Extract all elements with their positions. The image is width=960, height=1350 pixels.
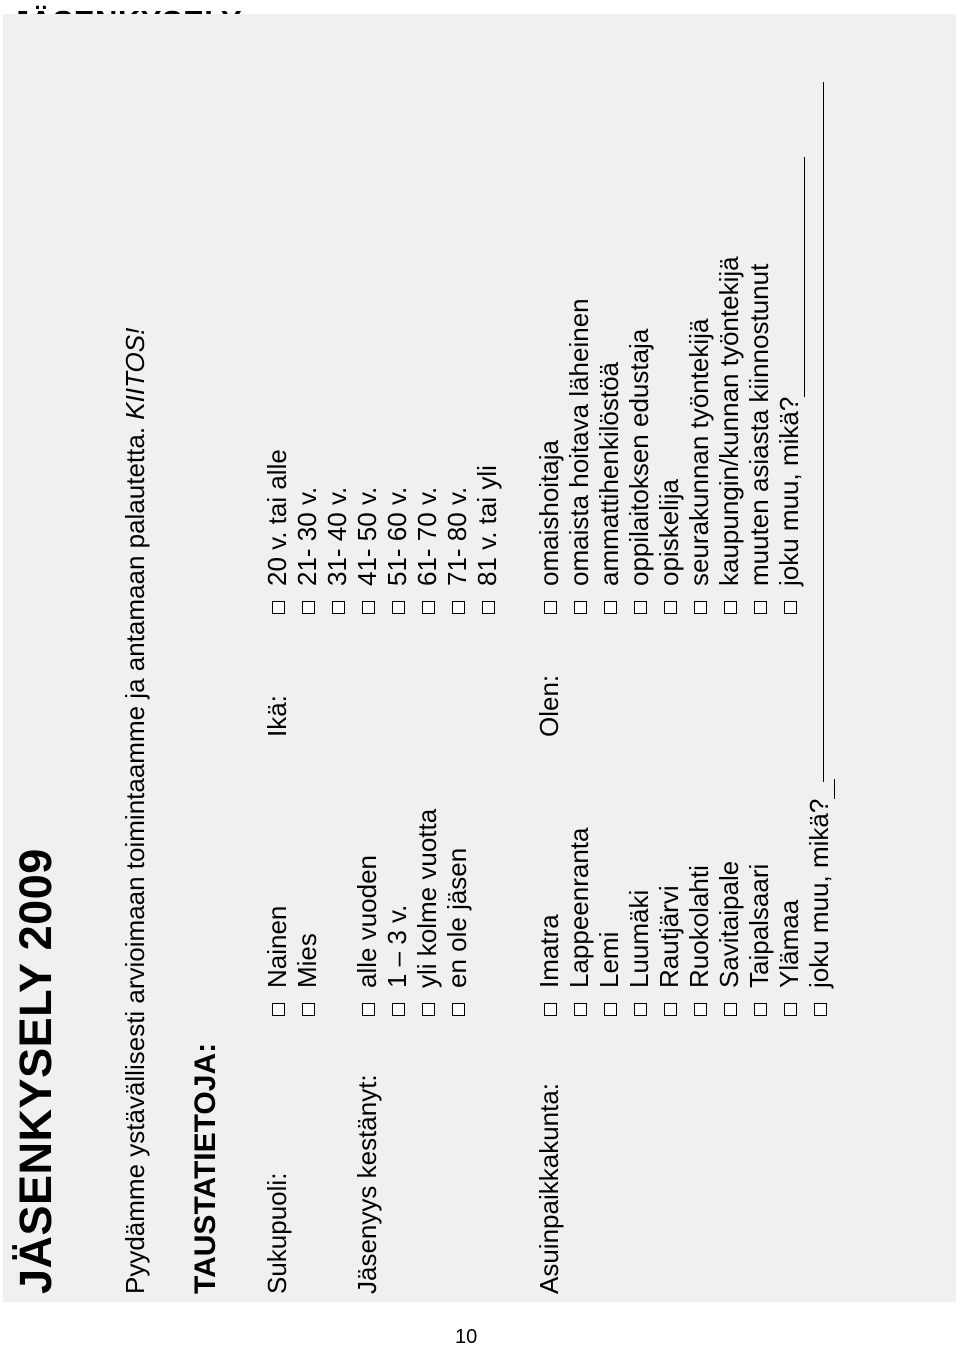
checkbox[interactable] — [634, 601, 647, 614]
age-option[interactable]: 21- 30 v. — [292, 487, 323, 614]
role-option[interactable]: opiskelija — [654, 479, 685, 614]
role-other-option[interactable]: joku muu, mikä? — [774, 157, 805, 614]
age-option[interactable]: 51- 60 v. — [382, 487, 413, 614]
rotated-form — [8, 9, 868, 1294]
gender-option[interactable]: Mies — [292, 933, 323, 1016]
checkbox[interactable] — [574, 601, 587, 614]
municipality-other-option[interactable]: joku muu, mikä? — [804, 779, 835, 1016]
age-option[interactable]: 81 v. tai yli — [472, 465, 503, 614]
municipality-option[interactable]: Taipalsaari — [744, 864, 775, 1016]
checkbox[interactable] — [784, 601, 797, 614]
section-heading: TAUSTATIETOJA: — [189, 1042, 222, 1294]
membership-option[interactable]: en ole jäsen — [442, 848, 473, 1016]
checkbox[interactable] — [362, 1003, 375, 1016]
municipality-option[interactable]: Savitaipale — [714, 861, 745, 1016]
role-option[interactable]: seurakunnan työntekijä — [684, 319, 715, 614]
membership-option[interactable]: 1 – 3 v. — [382, 905, 413, 1016]
intro-thanks: KIITOS! — [120, 327, 150, 420]
membership-option[interactable]: yli kolme vuotta — [412, 809, 443, 1016]
municipality-option[interactable]: Imatra — [534, 914, 565, 1016]
municipality-label: Asuinpaikkakunta: — [534, 1082, 564, 1294]
role-option[interactable]: muuten asiasta kiinnostunut — [744, 264, 775, 614]
membership-label: Jäsenyys kestänyt: — [352, 1074, 382, 1294]
checkbox[interactable] — [392, 1003, 405, 1016]
age-option[interactable]: 20 v. tai alle — [262, 449, 293, 614]
municipality-option[interactable]: Ylämaa — [774, 900, 805, 1016]
checkbox[interactable] — [544, 1003, 557, 1016]
checkbox[interactable] — [754, 601, 767, 614]
form-title: JÄSENKYSELY 2009 — [10, 848, 61, 1294]
age-label: Ikä: — [262, 695, 292, 737]
age-option[interactable]: 41- 50 v. — [352, 487, 383, 614]
checkbox[interactable] — [694, 601, 707, 614]
checkbox[interactable] — [422, 1003, 435, 1016]
checkbox[interactable] — [784, 1003, 797, 1016]
age-option[interactable]: 71- 80 v. — [442, 487, 473, 614]
checkbox[interactable] — [664, 1003, 677, 1016]
checkbox[interactable] — [664, 601, 677, 614]
role-option[interactable]: omaishoitaja — [534, 440, 565, 614]
role-option[interactable]: kaupungin/kunnan työntekijä — [714, 256, 745, 614]
intro-text — [120, 328, 151, 1294]
checkbox[interactable] — [482, 601, 495, 614]
checkbox[interactable] — [452, 601, 465, 614]
checkbox[interactable] — [332, 601, 345, 614]
age-option[interactable]: 61- 70 v. — [412, 487, 443, 614]
checkbox[interactable] — [422, 601, 435, 614]
role-option[interactable]: ammattihenkilöstöä — [594, 362, 625, 614]
checkbox[interactable] — [724, 601, 737, 614]
municipality-option[interactable]: Lappeenranta — [564, 828, 595, 1016]
checkbox[interactable] — [694, 1003, 707, 1016]
checkbox[interactable] — [362, 601, 375, 614]
checkbox[interactable] — [754, 1003, 767, 1016]
role-label: Olen: — [534, 674, 564, 737]
checkbox[interactable] — [452, 1003, 465, 1016]
checkbox[interactable] — [604, 1003, 617, 1016]
checkbox[interactable] — [302, 1003, 315, 1016]
checkbox[interactable] — [814, 1003, 827, 1016]
municipality-option[interactable]: Lemi — [594, 932, 625, 1016]
municipality-option[interactable]: Ruokolahti — [684, 865, 715, 1016]
checkbox[interactable] — [272, 601, 285, 614]
role-option[interactable]: omaista hoitava läheinen — [564, 298, 595, 614]
gender-label: Sukupuoli: — [262, 1172, 292, 1294]
checkbox[interactable] — [544, 601, 557, 614]
checkbox[interactable] — [302, 601, 315, 614]
gender-option[interactable]: Nainen — [262, 906, 293, 1016]
checkbox[interactable] — [604, 601, 617, 614]
checkbox[interactable] — [724, 1003, 737, 1016]
checkbox[interactable] — [574, 1003, 587, 1016]
municipality-option[interactable]: Rautjärvi — [654, 885, 685, 1016]
municipality-option[interactable]: Luumäki — [624, 890, 655, 1016]
page-number: 10 — [455, 1326, 478, 1348]
membership-option[interactable]: alle vuoden — [352, 855, 383, 1016]
intro-sentence: Pyydämme ystävällisesti arvioimaan toimintaamme ja antamaan palautetta. — [120, 426, 150, 1294]
role-option[interactable]: oppilaitoksen edustaja — [624, 329, 655, 614]
checkbox[interactable] — [634, 1003, 647, 1016]
checkbox[interactable] — [272, 1003, 285, 1016]
other-municipality-extended-line[interactable] — [801, 82, 824, 782]
age-option[interactable]: 31- 40 v. — [322, 487, 353, 614]
checkbox[interactable] — [392, 601, 405, 614]
